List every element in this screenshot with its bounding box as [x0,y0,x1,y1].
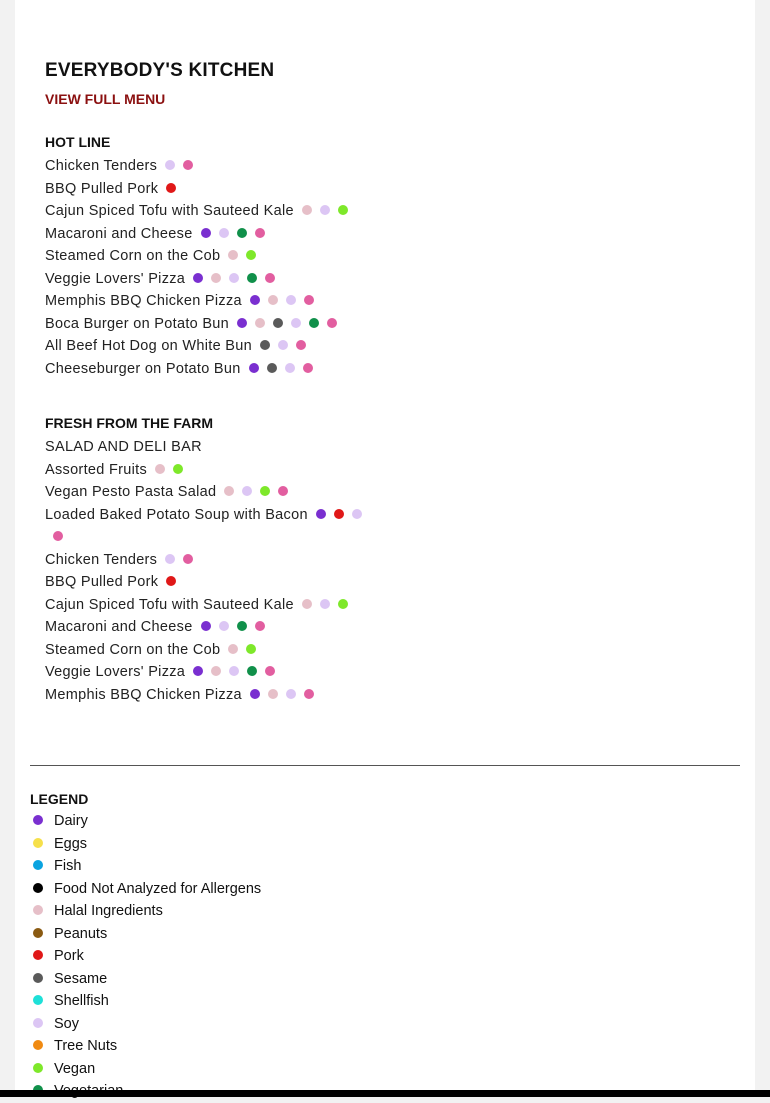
vegetarian-dot-icon [309,318,319,328]
dairy-dot-icon [201,228,211,238]
vegan-dot-icon [246,644,256,654]
menu-item-name: Cheeseburger on Potato Bun [45,360,241,377]
menu-item-name: Macaroni and Cheese [45,225,193,242]
wheat-dot-icon [183,554,193,564]
menu-item-name: Veggie Lovers' Pizza [45,664,186,680]
halal-dot-icon [302,599,312,609]
vegan-dot-icon [173,464,183,474]
menu-item-name: Loaded Baked Potato Soup with Bacon [45,506,308,523]
station-fresh-from-the-farm [45,414,735,706]
dairy-dot-icon [250,689,260,699]
menu-item-name: Vegan Pesto Pasta Salad [45,484,217,500]
legend-label: Dairy [54,813,88,829]
sesame-dot-icon [33,973,43,983]
halal-dot-icon [155,464,165,474]
soy-dot-icon [229,666,239,676]
soy-dot-icon [229,273,239,283]
wheat-dot-icon [183,160,193,170]
dairy-dot-icon [237,318,247,328]
vegetarian-dot-icon [247,666,257,676]
legend-item [30,945,730,968]
halal-dot-icon [224,486,234,496]
legend-label: Vegan [54,1060,96,1077]
legend-item [30,923,730,946]
menu-card [15,0,755,1097]
soy-dot-icon [286,689,296,699]
halal-dot-icon [302,205,312,215]
menu-item-name: Veggie Lovers' Pizza [45,270,186,287]
menu-item-list [45,436,735,706]
menu-item-group [45,459,735,707]
soy-dot-icon [285,363,295,373]
menu-item[interactable] [45,616,735,639]
legend [30,790,730,1103]
station-title: FRESH FROM THE FARM [45,415,213,431]
sesame-dot-icon [273,318,283,328]
station-subtitle: SALAD AND DELI BAR [45,439,202,455]
legend-item [30,1058,730,1081]
menu-item[interactable] [45,549,735,572]
soy-dot-icon [242,486,252,496]
menu-item[interactable] [45,223,735,246]
shellfish-dot-icon [33,995,43,1005]
dairy-dot-icon [249,363,259,373]
halal-dot-icon [268,689,278,699]
vegan-dot-icon [338,599,348,609]
halal-dot-icon [228,644,238,654]
soy-dot-icon [291,318,301,328]
dairy-dot-icon [250,295,260,305]
menu-item-name: BBQ Pulled Pork [45,180,159,197]
wheat-dot-icon [296,340,306,350]
menu-item[interactable] [45,358,735,381]
menu-item[interactable] [45,155,735,178]
pork-dot-icon [334,509,344,519]
eggs-dot-icon [33,838,43,848]
wheat-dot-icon [304,689,314,699]
menu-item[interactable] [45,335,735,358]
menu-item[interactable] [45,504,375,549]
halal-dot-icon [33,905,43,915]
legend-label: Eggs [54,835,88,852]
bottom-bar [0,1090,770,1097]
soy-dot-icon [33,1018,43,1028]
pork-dot-icon [166,183,176,193]
menu-item[interactable] [45,571,735,594]
legend-list [30,810,730,1103]
halal-dot-icon [268,295,278,305]
menu-item[interactable] [45,481,735,504]
tree-nuts-dot-icon [33,1040,43,1050]
soy-dot-icon [320,205,330,215]
menu-item[interactable] [45,200,735,223]
legend-item [30,968,730,991]
view-full-menu-link[interactable]: VIEW FULL MENU [45,91,166,107]
sesame-dot-icon [260,340,270,350]
menu-item[interactable] [45,684,735,707]
menu-item[interactable] [45,661,735,684]
soy-dot-icon [165,160,175,170]
soy-dot-icon [286,295,296,305]
menu-item-name: Chicken Tenders [45,158,158,174]
menu-item-name: Memphis BBQ Chicken Pizza [45,293,242,309]
legend-label: Peanuts [54,925,108,942]
legend-item [30,855,730,878]
wheat-dot-icon [327,318,337,328]
legend-item [30,1013,730,1036]
menu-item[interactable] [45,245,735,268]
wheat-dot-icon [278,486,288,496]
wheat-dot-icon [304,295,314,305]
dairy-dot-icon [193,666,203,676]
wheat-dot-icon [265,666,275,676]
halal-dot-icon [211,273,221,283]
legend-item [30,810,730,833]
menu-item-name: BBQ Pulled Pork [45,574,159,590]
legend-label: Pork [54,948,84,964]
wheat-dot-icon [255,621,265,631]
legend-label: Soy [54,1015,79,1032]
station-title: HOT LINE [45,134,111,150]
menu-item[interactable] [45,178,735,201]
legend-item [30,900,730,923]
vegan-dot-icon [260,486,270,496]
vegetarian-dot-icon [237,621,247,631]
legend-item [30,990,730,1013]
fish-dot-icon [33,860,43,870]
wheat-dot-icon [53,531,63,541]
soy-dot-icon [219,228,229,238]
menu-item-name: Macaroni and Cheese [45,619,193,635]
dairy-dot-icon [201,621,211,631]
menu-item[interactable] [45,594,735,617]
dairy-dot-icon [193,273,203,283]
legend-item [30,833,730,856]
dairy-dot-icon [316,509,326,519]
menu-item[interactable] [45,290,735,313]
wheat-dot-icon [265,273,275,283]
menu-item-name: Cajun Spiced Tofu with Sauteed Kale [45,203,294,219]
soy-dot-icon [165,554,175,564]
peanuts-dot-icon [33,928,43,938]
menu-item-list [45,155,735,380]
menu-item-name: Steamed Corn on the Cob [45,248,221,264]
legend-title: LEGEND [30,791,89,807]
soy-dot-icon [219,621,229,631]
pork-dot-icon [166,576,176,586]
halal-dot-icon [211,666,221,676]
legend-item [30,1035,730,1058]
legend-label: Fish [54,858,82,874]
legend-label: Halal Ingredients [54,903,163,919]
menu-item[interactable] [45,639,735,662]
menu-item[interactable] [45,459,735,482]
legend-item [30,878,730,901]
legend-label: Food Not Analyzed for Allergens [54,880,262,897]
menu-item[interactable] [45,313,735,336]
legend-label: Tree Nuts [54,1038,118,1054]
halal-dot-icon [255,318,265,328]
menu-item-name: All Beef Hot Dog on White Bun [45,338,252,354]
kitchen-section [45,58,735,706]
soy-dot-icon [320,599,330,609]
menu-item-name: Assorted Fruits [45,461,147,478]
menu-item-name: Boca Burger on Potato Bun [45,315,230,332]
menu-item[interactable] [45,268,735,291]
menu-item-name: Cajun Spiced Tofu with Sauteed Kale [45,596,294,613]
vegan-dot-icon [246,250,256,260]
station-hot-line [45,133,735,380]
soy-dot-icon [352,509,362,519]
vegetarian-dot-icon [237,228,247,238]
not-analyzed-dot-icon [33,883,43,893]
menu-item-name: Steamed Corn on the Cob [45,641,221,658]
wheat-dot-icon [303,363,313,373]
pork-dot-icon [33,950,43,960]
vegan-dot-icon [338,205,348,215]
soy-dot-icon [278,340,288,350]
dairy-dot-icon [33,815,43,825]
sesame-dot-icon [267,363,277,373]
menu-item-name: Chicken Tenders [45,551,158,568]
halal-dot-icon [228,250,238,260]
section-divider [30,765,740,766]
menu-item-name: Memphis BBQ Chicken Pizza [45,686,242,703]
vegetarian-dot-icon [247,273,257,283]
vegan-dot-icon [33,1063,43,1073]
legend-label: Shellfish [54,993,109,1009]
wheat-dot-icon [255,228,265,238]
kitchen-title: EVERYBODY'S KITCHEN [45,60,275,81]
legend-label: Sesame [54,970,108,987]
